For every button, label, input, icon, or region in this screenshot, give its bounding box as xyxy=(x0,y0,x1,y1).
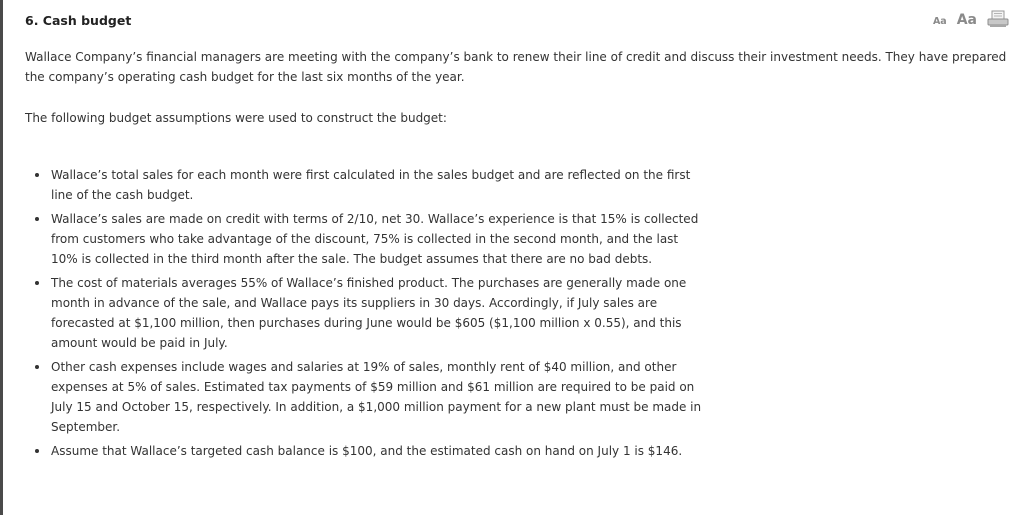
list-item-text: Assume that Wallace’s targeted cash balance is $100, and the estimated cash on hand on July 1 is $146. xyxy=(51,444,683,458)
assumptions-list xyxy=(25,165,705,465)
list-item-text: Wallace’s total sales for each month were first calculated in the sales budget and are reflected on the first line of the cash budget. xyxy=(51,168,691,202)
question-title: 6. Cash budget xyxy=(25,13,132,28)
list-item xyxy=(25,357,705,437)
bullet-icon xyxy=(35,449,39,453)
list-item-text: Wallace’s sales are made on credit with terms of 2/10, net 30. Wallace’s experience is that 15% is collected from customers who take advantage of the discount, 75% is collected in the second month, and the last 10% is collected in the third month after the sale. The budget assumes that there are no bad debts. xyxy=(51,212,699,266)
intro-paragraph: Wallace Company’s financial managers are meeting with the company’s bank to renew their line of credit and discuss their investment needs. They have prepared the company’s operating cash budget for the last six months of the year. xyxy=(25,50,1007,84)
bullet-icon xyxy=(35,217,39,221)
list-item-text: The cost of materials averages 55% of Wallace’s finished product. The purchases are generally made one month in advance of the sale, and Wallace pays its suppliers in 30 days. Accordingly, if July sales are forecasted at $1,100 million, then purchases during June would be $605 ($1,100 million x 0.55), and this amount would be paid in July. xyxy=(51,276,687,350)
bullet-icon xyxy=(35,173,39,177)
assumptions-lead: The following budget assumptions were used to construct the budget: xyxy=(25,111,447,125)
decrease-font-button[interactable]: Aa xyxy=(932,16,947,27)
list-item-text: Other cash expenses include wages and salaries at 19% of sales, monthly rent of $40 million, and other expenses at 5% of sales. Estimated tax payments of $59 million and $61 million are required to be paid on July 15 and October 15, respectively. In addition, a $1,000 million payment for a new plant must be made in September. xyxy=(51,360,702,434)
bullet-icon xyxy=(35,365,39,369)
list-item xyxy=(25,273,705,353)
list-item xyxy=(25,441,705,461)
list-item xyxy=(25,209,705,269)
bullet-icon xyxy=(35,281,39,285)
increase-font-button[interactable]: Aa xyxy=(956,12,977,28)
text-tools xyxy=(933,10,1009,28)
left-border xyxy=(0,0,3,515)
print-icon[interactable] xyxy=(987,10,1009,28)
list-item xyxy=(25,165,705,205)
